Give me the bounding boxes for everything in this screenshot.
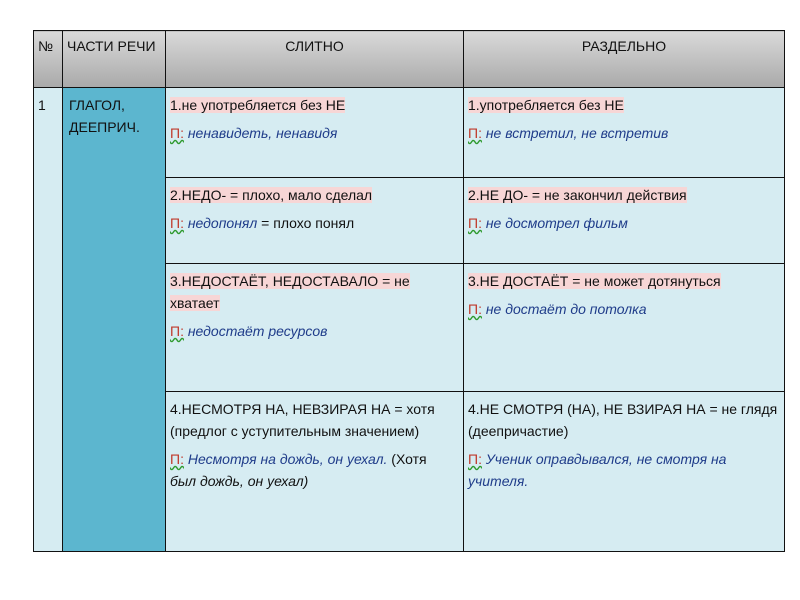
together-cell-4 bbox=[166, 392, 464, 552]
rule-text: 1.не употребляется без НЕ bbox=[170, 97, 346, 113]
rule-text: 1.употребляется без НЕ bbox=[468, 97, 624, 113]
rule-text: 2.НЕ ДО- = не закончил действия bbox=[468, 187, 687, 203]
example-value: Несмотря на дождь, он уехал. bbox=[187, 451, 388, 467]
separate-cell-3 bbox=[464, 264, 785, 392]
p-label: П: bbox=[170, 125, 184, 141]
together-cell-1 bbox=[166, 88, 464, 178]
example-value: не встретил, не встретив bbox=[485, 125, 669, 141]
p-label: П: bbox=[468, 125, 482, 141]
example-value: недостаёт ресурсов bbox=[187, 323, 328, 339]
part-of-speech bbox=[63, 88, 166, 552]
example-text bbox=[170, 320, 459, 342]
rule-text-line2: хватает bbox=[170, 295, 220, 311]
example-value: ненавидеть, ненавидя bbox=[187, 125, 338, 141]
example-value: не досмотрел фильм bbox=[485, 215, 628, 231]
header-separate: РАЗДЕЛЬНО bbox=[464, 31, 785, 88]
rule-text-line1: 3.НЕДОСТАЁТ, НЕДОСТАВАЛО = не bbox=[170, 273, 410, 289]
separate-cell-4 bbox=[464, 392, 785, 552]
rule-text: 3.НЕ ДОСТАЁТ = не может дотянуться bbox=[468, 273, 721, 289]
example-text bbox=[170, 122, 459, 144]
together-cell-2 bbox=[166, 178, 464, 264]
example-text bbox=[468, 212, 780, 234]
example-line2: учителя. bbox=[468, 473, 529, 489]
rule-text-line2: (предлог с уступительным значением) bbox=[170, 423, 420, 439]
p-label: П: bbox=[468, 301, 482, 317]
together-cell-3 bbox=[166, 264, 464, 392]
example-text bbox=[468, 448, 780, 470]
example-plain: (Хотя bbox=[387, 451, 427, 467]
row-number: 1 bbox=[34, 88, 63, 552]
example-text bbox=[468, 298, 780, 320]
header-row bbox=[34, 31, 785, 88]
header-together: СЛИТНО bbox=[166, 31, 464, 88]
example-line2: был дождь, он уехал) bbox=[170, 473, 309, 489]
header-num: № bbox=[34, 31, 63, 88]
p-label: П: bbox=[170, 323, 184, 339]
example-text bbox=[170, 448, 459, 470]
example-value: Ученик оправдывался, не смотря на bbox=[485, 451, 727, 467]
example-value: не достаёт до потолка bbox=[485, 301, 647, 317]
part-line1: ГЛАГОЛ, bbox=[69, 97, 125, 113]
p-label: П: bbox=[468, 451, 482, 467]
rule-text-line1: 4.НЕСМОТРЯ НА, НЕВЗИРАЯ НА = хотя bbox=[170, 401, 435, 417]
separate-cell-1 bbox=[464, 88, 785, 178]
table-row bbox=[34, 88, 785, 178]
p-label: П: bbox=[468, 215, 482, 231]
part-line2: ДЕЕПРИЧ. bbox=[69, 119, 140, 135]
rule-text-line1: 4.НЕ СМОТРЯ (НА), НЕ ВЗИРАЯ НА = не глядя bbox=[468, 401, 778, 417]
example-value: недопонял bbox=[187, 215, 258, 231]
example-text bbox=[170, 212, 459, 234]
rule-text-line2: (деепричастие) bbox=[468, 423, 569, 439]
header-parts-of-speech: ЧАСТИ РЕЧИ bbox=[63, 31, 166, 88]
separate-cell-2 bbox=[464, 178, 785, 264]
p-label: П: bbox=[170, 215, 184, 231]
rule-text: 2.НЕДО- = плохо, мало сделал bbox=[170, 187, 373, 203]
example-plain: = плохо понял bbox=[257, 215, 355, 231]
rules-table bbox=[33, 30, 785, 552]
p-label: П: bbox=[170, 451, 184, 467]
example-text bbox=[468, 122, 780, 144]
